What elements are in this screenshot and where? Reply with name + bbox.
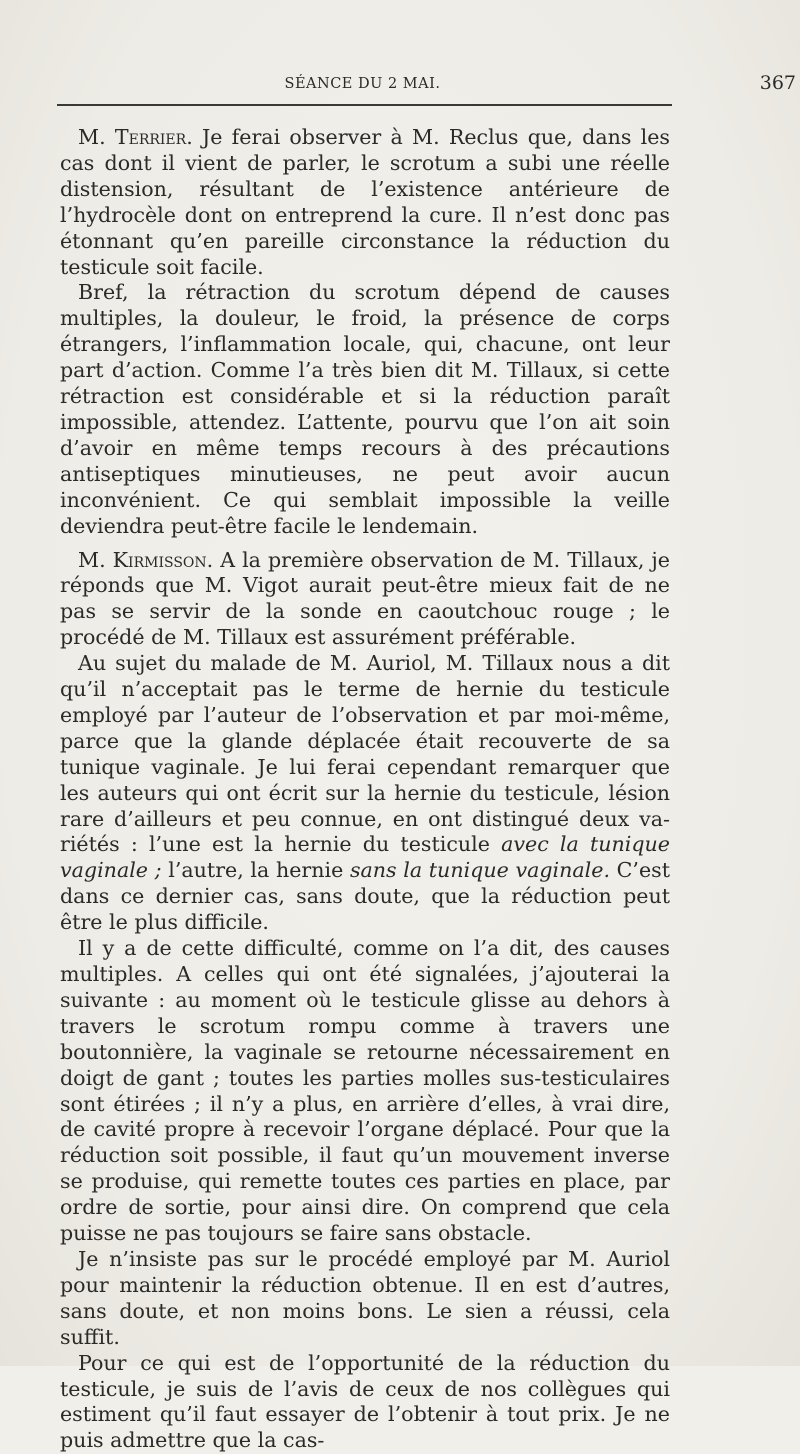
paragraph-text: Au sujet du malade de M. Auriol, M. Tillaux nous a dit qu’il n’acceptait pas le terme de hernie du testicule employé par l’auteur de l’observation et par moi-même, parce que la glande déplacée était recouverte de sa tunique vaginale. Je lui ferai cependant remarquer que les auteurs qui ont écrit sur la hernie du testicule, lésion rare d’ailleurs et peu connue, en ont distingué deux variétés : l’une est la hernie du testicule bbox=[60, 651, 670, 857]
paragraph-text: Pour ce qui est de l’opportunité de la réduction du testicule, je suis de l’avis de ceux de nos collègues qui estiment qu’il faut essayer de l’obtenir à tout prix. Je ne puis admettre que la cas- bbox=[60, 1350, 670, 1453]
paragraph-text: Je ferai observer à M. Reclus que, dans les cas dont il vient de parler, le scrotum a subi une réelle distension, résultant de l’existence antérieure de l’hydrocèle dont on entreprend la cure. Il n’est donc pas étonnant qu’en pareille circonstance la réduction du testicule soit facile. bbox=[60, 125, 671, 279]
speaker-name: M. Kirmisson. bbox=[78, 547, 214, 572]
speaker-name: M. Terrier. bbox=[78, 125, 193, 149]
running-head: SÉANCE DU 2 MAI. bbox=[284, 76, 441, 92]
paragraph-kirmisson bbox=[60, 548, 670, 652]
paragraph-difficulty bbox=[60, 936, 670, 1247]
paragraph-text: A la première observation de M. Tillaux, je réponds que M. Vigot aurait peut-être mieux fait de ne pas se servir de la sonde en caoutchouc rouge ; le procédé de M. Tillaux est assurément préférable. bbox=[60, 547, 670, 650]
page-header bbox=[55, 72, 796, 98]
paragraph-opportunity bbox=[60, 1351, 670, 1454]
italic-phrase: avec la tunique vaginale ; bbox=[60, 832, 670, 883]
body-text bbox=[60, 125, 670, 1454]
paragraph-auriol bbox=[60, 651, 670, 936]
page-number: 367 bbox=[759, 72, 796, 94]
header-rule bbox=[57, 104, 672, 106]
italic-phrase: sans la tunique vaginale. bbox=[349, 858, 610, 883]
paragraph-procedure bbox=[60, 1247, 670, 1351]
paragraph-retraction bbox=[60, 280, 670, 539]
paragraph-text: C’est dans ce dernier cas, sans doute, que la réduction peut être le plus difficile. bbox=[60, 858, 670, 935]
paragraph-text: Bref, la rétraction du scrotum dépend de causes multiples, la douleur, le froid, la présence de corps étrangers, l’inflammation locale, qui, chacune, ont leur part d’action. Comme l’a très bien dit M. Tillaux, si cette rétraction est considérable et si la réduction paraît impossible, attendez. L’attente, pourvu que l’on ait soin d’avoir en même temps recours à des précautions antiseptiques minutieuses, ne peut avoir aucun inconvénient. Ce qui semblait impossible la veille deviendra peut-être facile le lendemain. bbox=[60, 280, 670, 538]
paragraph-text: Il y a de cette difficulté, comme on l’a dit, des causes multiples. A celles qui ont été signalées, j’ajouterai la suivante : au moment où le testicule glisse au dehors à travers le scrotum rompu comme à travers une boutonnière, la vaginale se retourne nécessairement en doigt de gant ; toutes les parties molles sus-testiculaires sont étirées ; il n’y a plus, en arrière d’elles, à vrai dire, de cavité propre à recevoir l’organe déplacé. Pour que la réduction soit possible, il faut qu’un mouvement inverse se produise, qui remette toutes ces parties en place, par ordre de sortie, pour ainsi dire. On comprend que cela puisse ne pas toujours se faire sans obstacle. bbox=[60, 936, 670, 1246]
paragraph-text: l’autre, la hernie bbox=[161, 858, 350, 883]
paragraph-text: Je n’insiste pas sur le procédé employé par M. Auriol pour maintenir la réduction obtenue. Il en est d’autres, sans doute, et non moins bons. Le sien a réussi, cela suffit. bbox=[60, 1246, 670, 1349]
paragraph-terrier bbox=[60, 125, 670, 280]
